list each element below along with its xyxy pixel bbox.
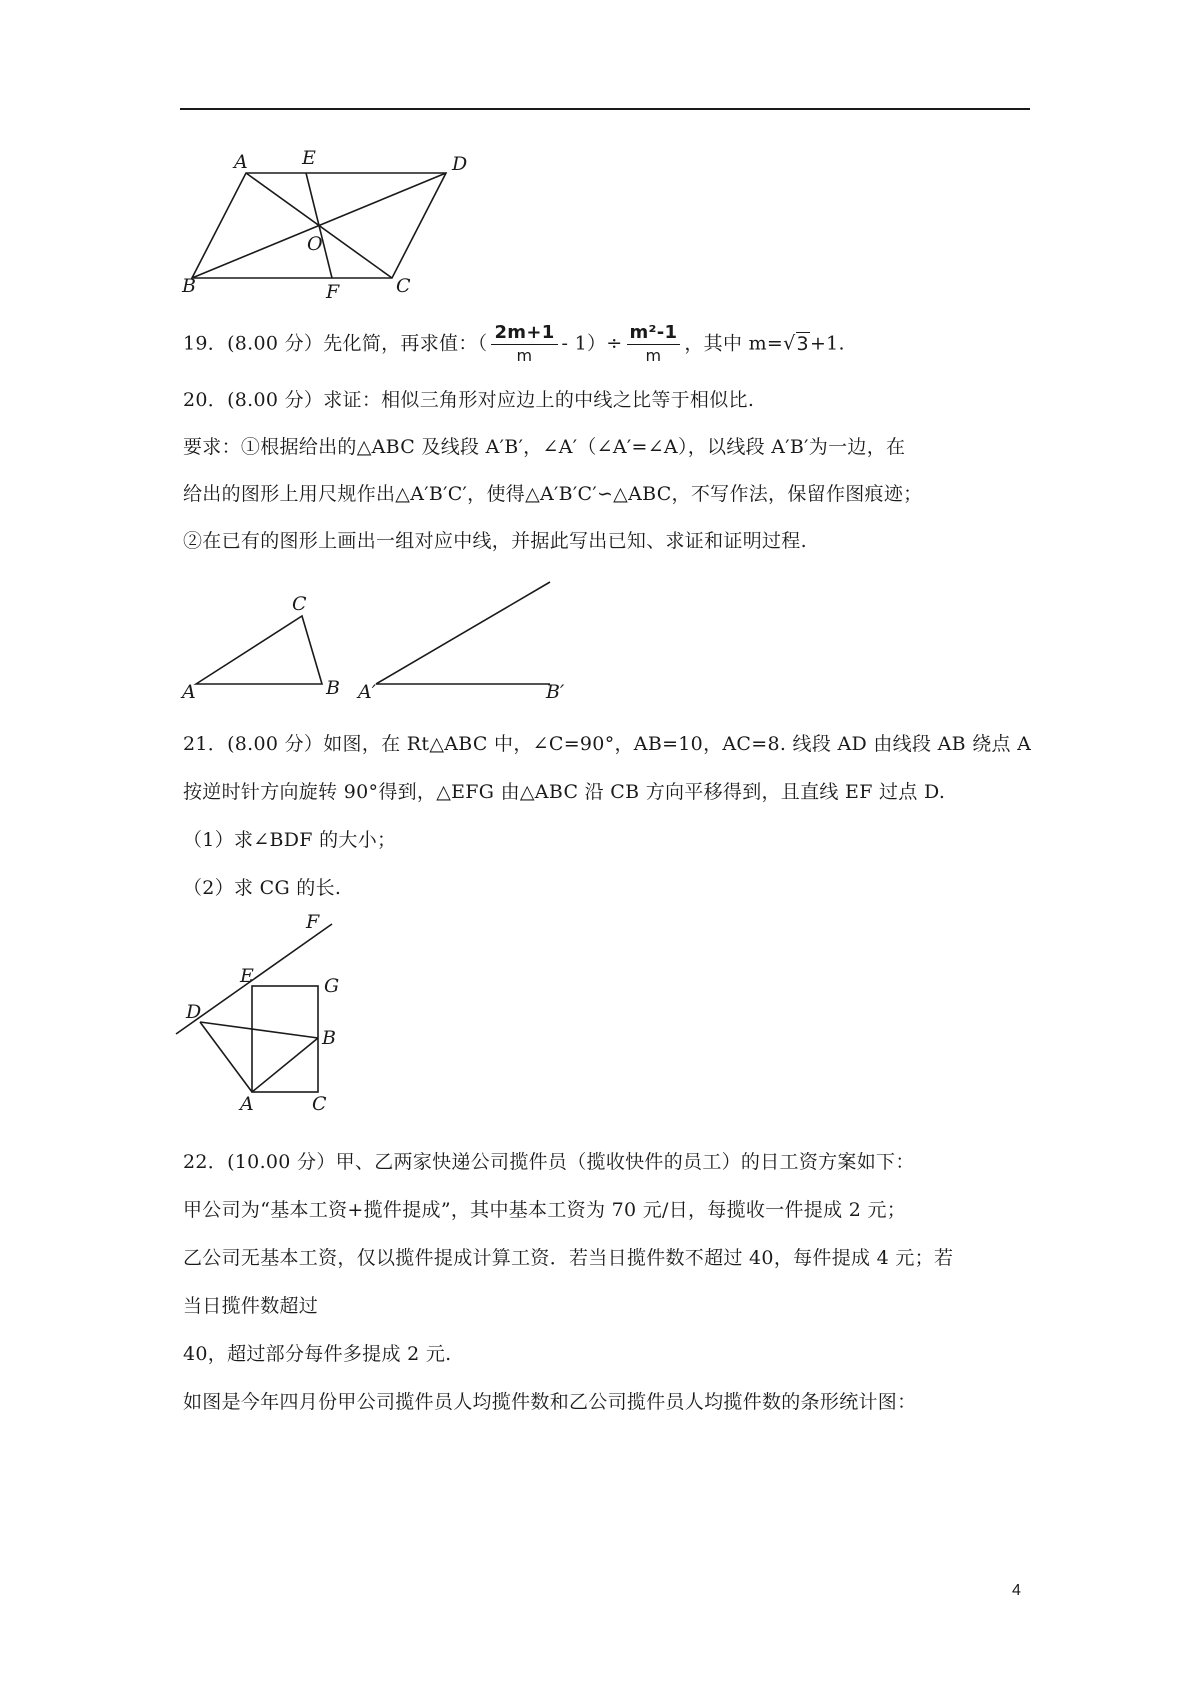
q21-line-2: 按逆时针方向旋转 90°得到，△EFG 由△ABC 沿 CB 方向平移得到，且直线 EF 过点 D. [183,781,946,803]
header-rule [180,108,1030,110]
q21-line-3: （1）求∠BDF 的大小； [183,829,397,851]
q22-line-6: 如图是今年四月份甲公司揽件员人均揽件数和乙公司揽件员人均揽件数的条形统计图： [183,1391,917,1413]
label-E: E [302,147,316,169]
label-D: D [186,1001,202,1023]
q20-line-2: 要求：①根据给出的△ABC 及线段 A′B′，∠A′（∠A′=∠A），以线段 A′B′为一边，在 [183,436,906,458]
q21-line-4: （2）求 CG 的长. [183,877,342,899]
label-O: O [307,233,323,255]
label-B: B [326,677,340,699]
q19-line: 19．(8.00 分）先化简，再求值：（ $\frac{2m+1}{m}$ - 1）÷ $\frac{\text{m²-1}}{m}$ ，其中 m=√3+1. [183,322,845,365]
label-F: F [306,911,320,933]
q21-line-1: 21．(8.00 分）如图，在 Rt△ABC 中，∠C=90°，AB=10，AC=8. 线段 AD 由线段 AB 绕点 A [183,733,1032,755]
triangles-figure [180,568,580,703]
label-A: A [182,681,196,703]
parallelogram-figure [180,147,480,303]
label-G: G [324,975,340,997]
q20-line-3: 给出的图形上用尺规作出△A′B′C′，使得△A′B′C′∽△ABC，不写作法，保留作图痕迹； [183,483,923,505]
rotation-figure [180,910,380,1120]
q22-line-2: 甲公司为“基本工资+揽件提成”，其中基本工资为 70 元/日，每揽收一件提成 2 元； [183,1199,907,1221]
label-C: C [292,593,307,615]
q22-line-1: 22．(10.00 分）甲、乙两家快递公司揽件员（揽收快件的员工）的日工资方案如下： [183,1151,915,1173]
label-A: A [234,151,248,173]
label-F: F [326,281,340,303]
fraction-2: $\frac{\text{m²-1}}{m}$ [627,322,681,367]
q20-line-4: ②在已有的图形上画出一组对应中线，并据此写出已知、求证和证明过程. [183,530,807,552]
label-D: D [452,153,468,175]
page-number: 4 [1012,1582,1021,1599]
label-B-prime: B′ [546,681,565,703]
q20-line-1: 20．(8.00 分）求证：相似三角形对应边上的中线之比等于相似比. [183,389,755,411]
sqrt-three: √3 [783,332,809,355]
label-C: C [396,275,411,297]
q22-line-3: 乙公司无基本工资，仅以揽件提成计算工资．若当日揽件数不超过 40，每件提成 4 元；若 [183,1247,954,1269]
label-B: B [182,275,196,297]
label-E: E [240,965,254,987]
label-B: B [322,1027,336,1049]
q22-line-4: 当日揽件数超过 [183,1295,319,1317]
label-C: C [312,1093,327,1115]
label-A: A [240,1093,254,1115]
fraction-1: $\frac{2m+1}{m}$ [491,322,557,367]
q22-line-5: 40，超过部分每件多提成 2 元. [183,1343,452,1365]
label-A-prime: A′ [358,681,377,703]
